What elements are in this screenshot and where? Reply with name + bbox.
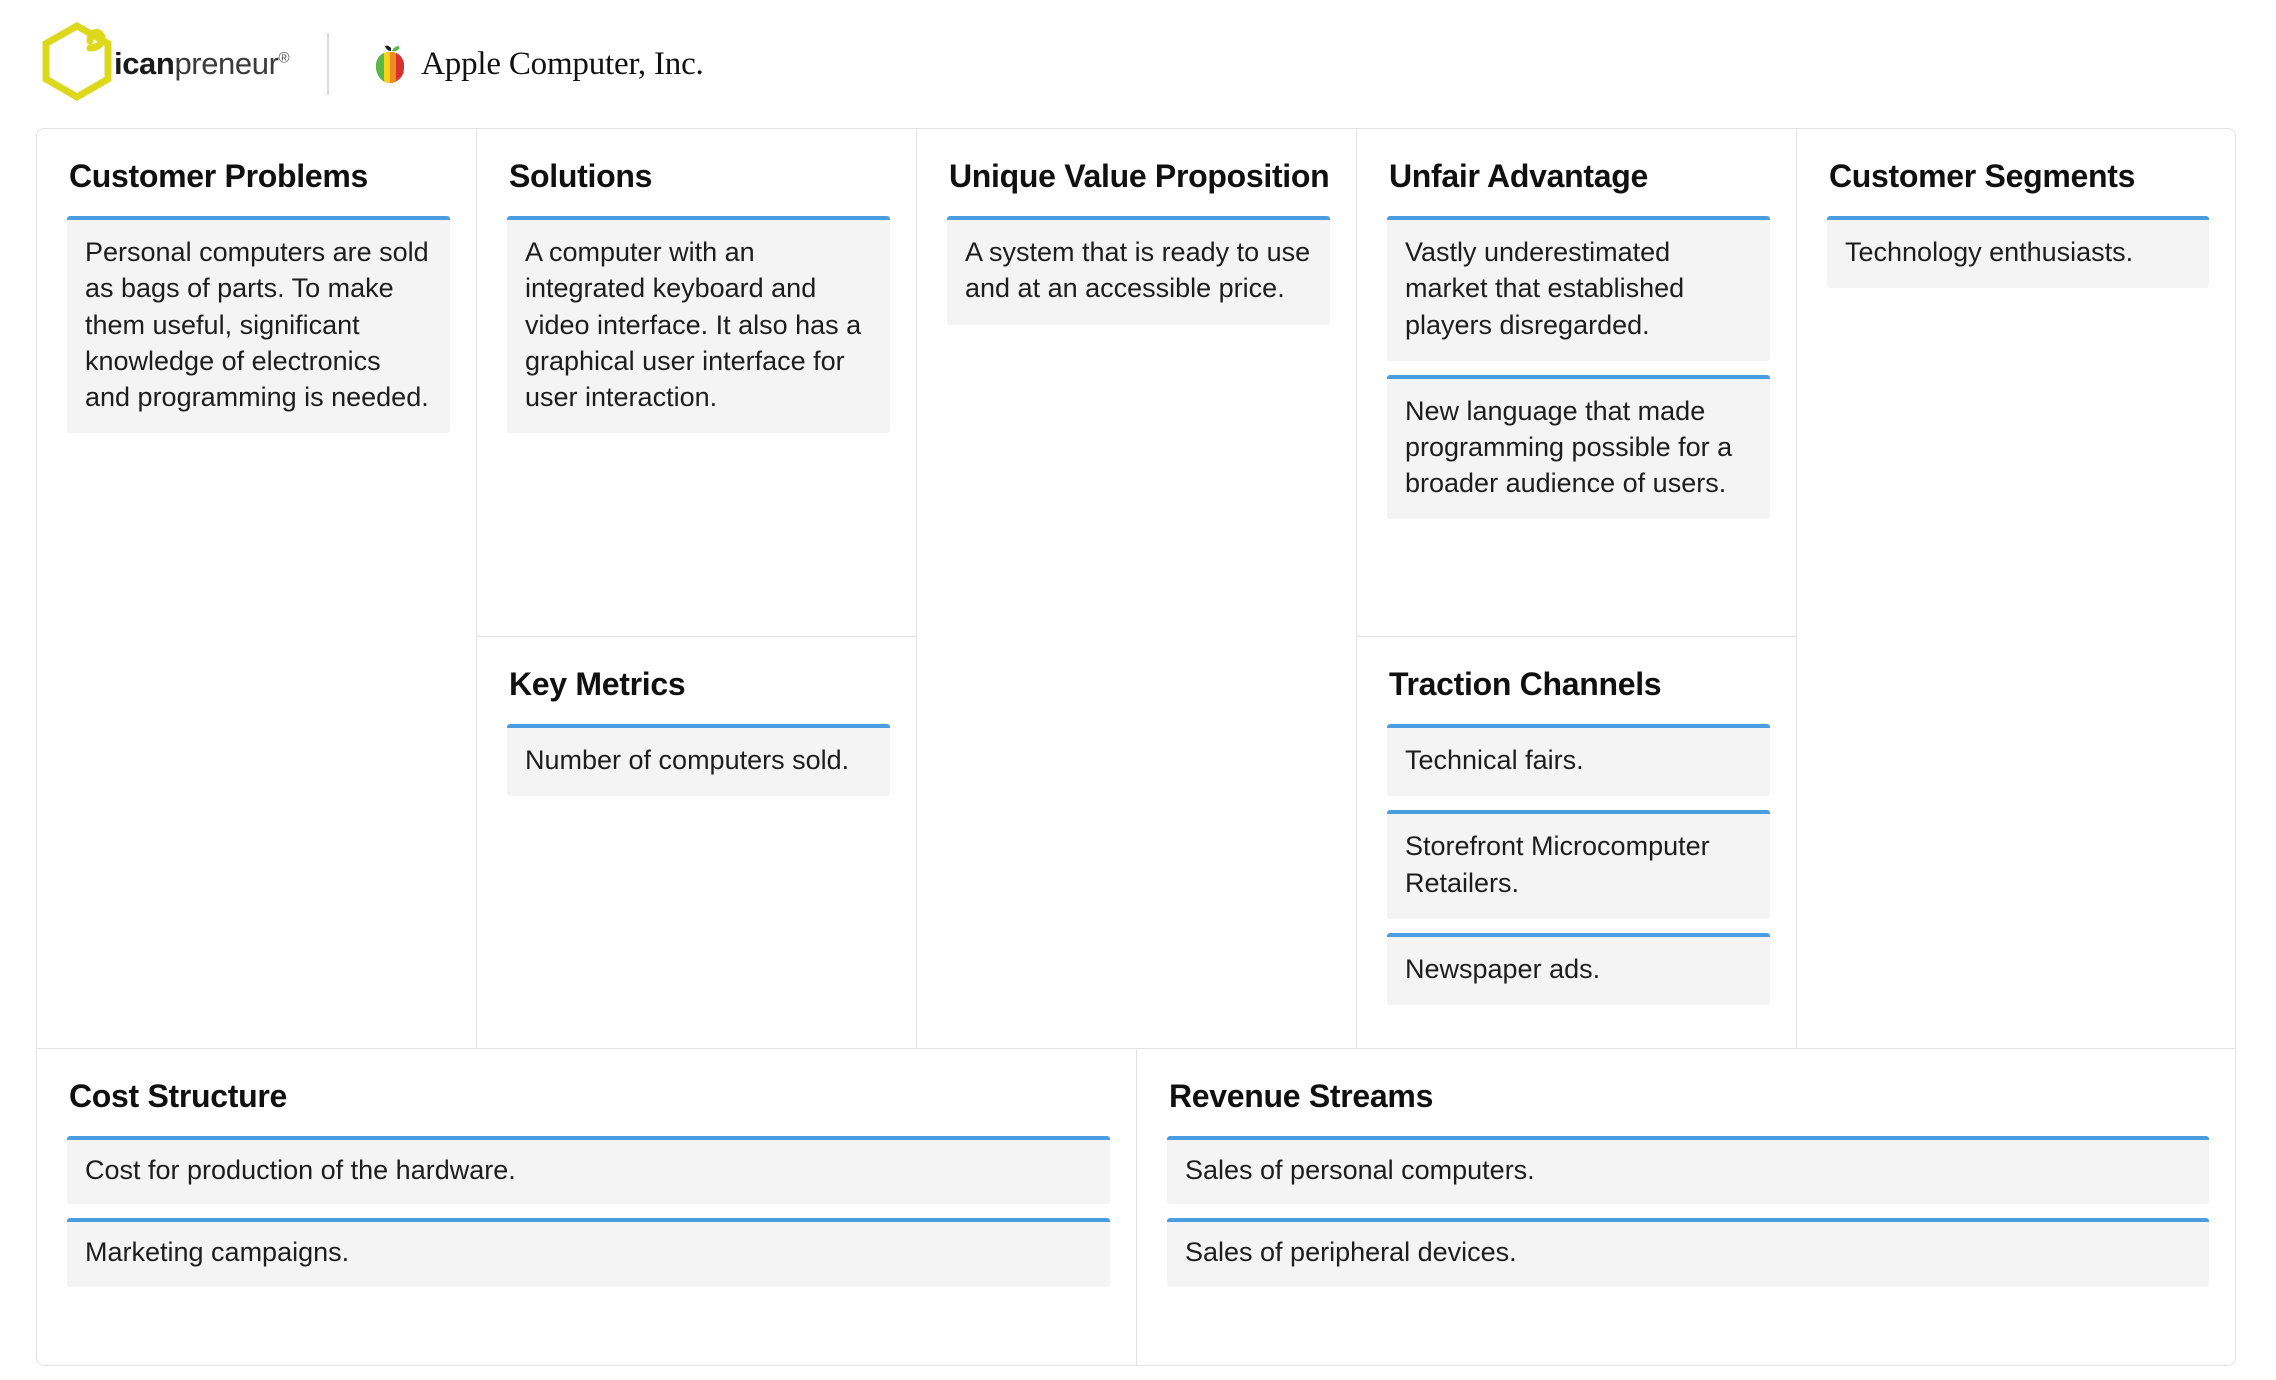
note-list bbox=[507, 724, 890, 796]
note-list bbox=[1827, 216, 2209, 288]
block-title: Key Metrics bbox=[509, 666, 686, 702]
canvas-column-unfair-advantage bbox=[1357, 129, 1797, 1048]
note-list bbox=[1167, 1136, 2209, 1286]
brand-logo[interactable] bbox=[34, 21, 289, 107]
block-title: Solutions bbox=[509, 158, 653, 194]
note-card[interactable]: Technical fairs. bbox=[1387, 724, 1770, 796]
company-identity bbox=[373, 43, 703, 85]
note-card[interactable]: A computer with an integrated keyboard and video interface. It also has a graphical user interface for user interaction. bbox=[507, 216, 890, 433]
note-card[interactable]: Number of computers sold. bbox=[507, 724, 890, 796]
header-divider bbox=[327, 33, 329, 95]
block-customer-problems[interactable] bbox=[37, 129, 476, 1048]
note-card[interactable]: New language that made programming possible for a broader audience of users. bbox=[1387, 375, 1770, 520]
block-title: Cost Structure bbox=[69, 1078, 288, 1114]
note-card[interactable]: Vastly underestimated market that established players disregarded. bbox=[1387, 216, 1770, 361]
note-card[interactable]: Technology enthusiasts. bbox=[1827, 216, 2209, 288]
canvas-top-row bbox=[37, 129, 2235, 1049]
note-card[interactable]: Marketing campaigns. bbox=[67, 1218, 1110, 1286]
note-card[interactable]: Sales of peripheral devices. bbox=[1167, 1218, 2209, 1286]
block-title: Traction Channels bbox=[1389, 666, 1662, 702]
canvas-column-solutions bbox=[477, 129, 917, 1048]
app-header bbox=[0, 0, 2276, 128]
note-card[interactable]: Personal computers are sold as bags of parts. To make them useful, significant knowledge of electronics and programming is needed. bbox=[67, 216, 450, 433]
apple-logo-icon bbox=[373, 43, 407, 85]
block-unfair-advantage[interactable] bbox=[1357, 129, 1796, 637]
note-list bbox=[947, 216, 1330, 324]
canvas-bottom-row bbox=[37, 1049, 2235, 1365]
block-revenue-streams[interactable] bbox=[1137, 1049, 2235, 1365]
note-card[interactable]: A system that is ready to use and at an accessible price. bbox=[947, 216, 1330, 324]
brand-wordmark bbox=[114, 46, 289, 82]
brand-wordmark-bold: ican bbox=[114, 46, 175, 81]
note-card[interactable]: Cost for production of the hardware. bbox=[67, 1136, 1110, 1204]
canvas-column-customer-problems bbox=[37, 129, 477, 1048]
brand-wordmark-light: preneur bbox=[174, 46, 279, 81]
block-unique-value-proposition[interactable] bbox=[917, 129, 1356, 1048]
lean-canvas bbox=[36, 128, 2236, 1366]
block-key-metrics[interactable] bbox=[477, 637, 916, 1048]
company-name: Apple Computer, Inc. bbox=[421, 45, 704, 82]
block-title: Customer Problems bbox=[69, 158, 368, 194]
block-title: Customer Segments bbox=[1829, 158, 2136, 194]
block-solutions[interactable] bbox=[477, 129, 916, 637]
note-card[interactable]: Newspaper ads. bbox=[1387, 933, 1770, 1005]
note-list bbox=[507, 216, 890, 433]
note-list bbox=[67, 1136, 1110, 1286]
hexagon-logo-icon bbox=[34, 21, 120, 107]
canvas-column-unique-value-proposition bbox=[917, 129, 1357, 1048]
block-title: Revenue Streams bbox=[1169, 1078, 1434, 1114]
block-title: Unique Value Proposition bbox=[949, 158, 1330, 194]
registered-mark: ® bbox=[278, 49, 290, 67]
block-title: Unfair Advantage bbox=[1389, 158, 1648, 194]
note-list bbox=[1387, 724, 1770, 1005]
note-card[interactable]: Storefront Microcomputer Retailers. bbox=[1387, 810, 1770, 918]
note-card[interactable]: Sales of personal computers. bbox=[1167, 1136, 2209, 1204]
block-traction-channels[interactable] bbox=[1357, 637, 1796, 1048]
note-list bbox=[1387, 216, 1770, 519]
block-customer-segments[interactable] bbox=[1797, 129, 2235, 1048]
block-cost-structure[interactable] bbox=[37, 1049, 1137, 1365]
canvas-column-customer-segments bbox=[1797, 129, 2235, 1048]
note-list bbox=[67, 216, 450, 433]
